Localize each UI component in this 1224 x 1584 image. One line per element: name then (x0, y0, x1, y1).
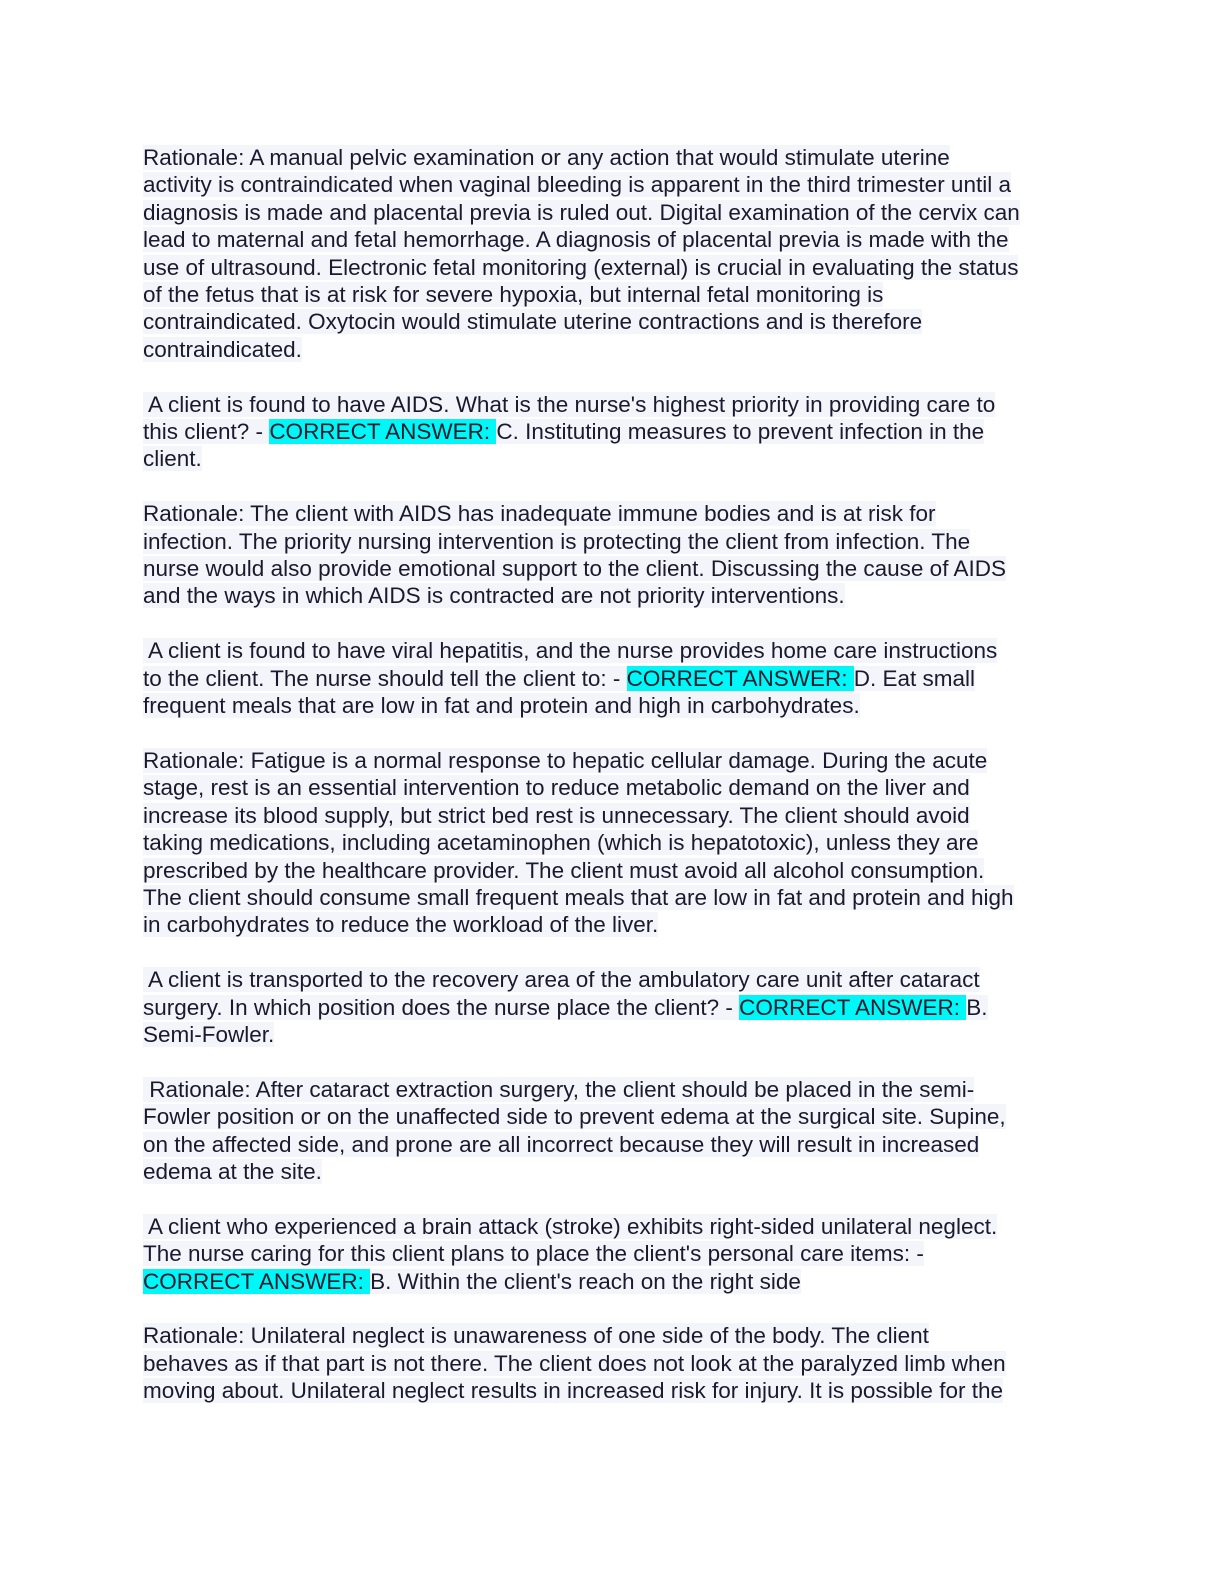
question-text-line: The nurse caring for this client plans to place the client's personal care items: - (143, 1241, 924, 1267)
text-line: stage, rest is an essential intervention to reduce metabolic demand on the liver and (143, 775, 970, 801)
text-line: contraindicated. Oxytocin would stimulate uterine contractions and is therefore (143, 309, 923, 335)
correct-answer-highlight: CORRECT ANSWER: (739, 994, 967, 1020)
text-line: Rationale: A manual pelvic examination or any action that would stimulate uterine (143, 145, 950, 170)
text-line: Rationale: After cataract extraction surgery, the client should be placed in the semi- (143, 1076, 975, 1102)
correct-answer-highlight: CORRECT ANSWER: (143, 1268, 371, 1294)
text-line: Rationale: The client with AIDS has inadequate immune bodies and is at risk for (143, 501, 936, 527)
text-line: Fowler position or on the unaffected side to prevent edema at the surgical site. Supine, (143, 1104, 1006, 1130)
question-text-line: surgery. In which position does the nurse place the client? - CORRECT ANSWER: B. (143, 994, 988, 1020)
text-line: activity is contraindicated when vaginal bleeding is apparent in the third trimester until a (143, 172, 1011, 198)
text-line: lead to maternal and fetal hemorrhage. A diagnosis of placental previa is made with the (143, 227, 1009, 253)
rationale-paragraph (143, 1322, 1083, 1404)
answer-text: B. Within the client's reach on the right side (370, 1268, 801, 1294)
text-line: nurse would also provide emotional support to the client. Discussing the cause of AIDS (143, 556, 1006, 582)
question-paragraph (143, 637, 1083, 719)
question-text-line: this client? - CORRECT ANSWER: C. Instituting measures to prevent infection in the (143, 419, 985, 445)
rationale-paragraph (143, 500, 1083, 610)
question-text-line: to the client. The nurse should tell the client to: - CORRECT ANSWER: D. Eat small (143, 665, 975, 691)
answer-text-line: client. (143, 446, 202, 472)
question-text-line: A client is transported to the recovery area of the ambulatory care unit after cataract (143, 967, 980, 993)
answer-text: B. (966, 994, 988, 1020)
text-line: The client should consume small frequent meals that are low in fat and protein and high (143, 884, 1014, 910)
text-line: moving about. Unilateral neglect results in increased risk for injury. It is possible for the (143, 1378, 1003, 1404)
rationale-paragraph (143, 747, 1083, 939)
correct-answer-highlight: CORRECT ANSWER: (269, 419, 497, 445)
question-text-line: A client who experienced a brain attack (stroke) exhibits right-sided unilateral neglect. (143, 1213, 998, 1239)
answer-text: C. Instituting measures to prevent infection in the (496, 419, 985, 445)
question-text-line: A client is found to have viral hepatitis, and the nurse provides home care instructions (143, 638, 998, 664)
text-line: and the ways in which AIDS is contracted are not priority interventions. (143, 583, 845, 609)
answer-text-line (143, 1268, 1083, 1295)
text-line: increase its blood supply, but strict bed rest is unnecessary. The client should avoid (143, 802, 970, 828)
text-line: infection. The priority nursing intervention is protecting the client from infection. The (143, 528, 971, 554)
rationale-paragraph (143, 144, 1083, 363)
answer-text-line: frequent meals that are low in fat and protein and high in carbohydrates. (143, 693, 860, 719)
answer-text-line: Semi-Fowler. (143, 1021, 275, 1047)
rationale-paragraph (143, 1076, 1083, 1186)
text-line: of the fetus that is at risk for severe hypoxia, but internal fetal monitoring is (143, 282, 884, 308)
text-line: prescribed by the healthcare provider. The client must avoid all alcohol consumption. (143, 857, 985, 883)
text-line: behaves as if that part is not there. The client does not look at the paralyzed limb when (143, 1350, 1006, 1376)
text-line: on the affected side, and prone are all incorrect because they will result in increased (143, 1131, 980, 1157)
text-line: contraindicated. (143, 336, 302, 362)
correct-answer-highlight: CORRECT ANSWER: (626, 665, 854, 691)
text-line: taking medications, including acetaminophen (which is hepatotoxic), unless they are (143, 830, 979, 856)
question-paragraph (143, 966, 1083, 1048)
text-line: Rationale: Fatigue is a normal response to hepatic cellular damage. During the acute (143, 747, 988, 773)
text-line: Rationale: Unilateral neglect is unawareness of one side of the body. The client (143, 1323, 929, 1349)
question-paragraph (143, 391, 1083, 473)
text-line: in carbohydrates to reduce the workload of the liver. (143, 912, 659, 938)
question-paragraph (143, 1213, 1083, 1295)
text-line: use of ultrasound. Electronic fetal monitoring (external) is crucial in evaluating the status (143, 254, 1019, 280)
answer-text: D. Eat small (853, 665, 975, 691)
text-line: edema at the site. (143, 1158, 322, 1184)
document-body (143, 144, 1083, 1432)
text-line: diagnosis is made and placental previa is ruled out. Digital examination of the cervix can (143, 199, 1020, 225)
question-text-line: A client is found to have AIDS. What is the nurse's highest priority in providing care to (143, 391, 996, 417)
